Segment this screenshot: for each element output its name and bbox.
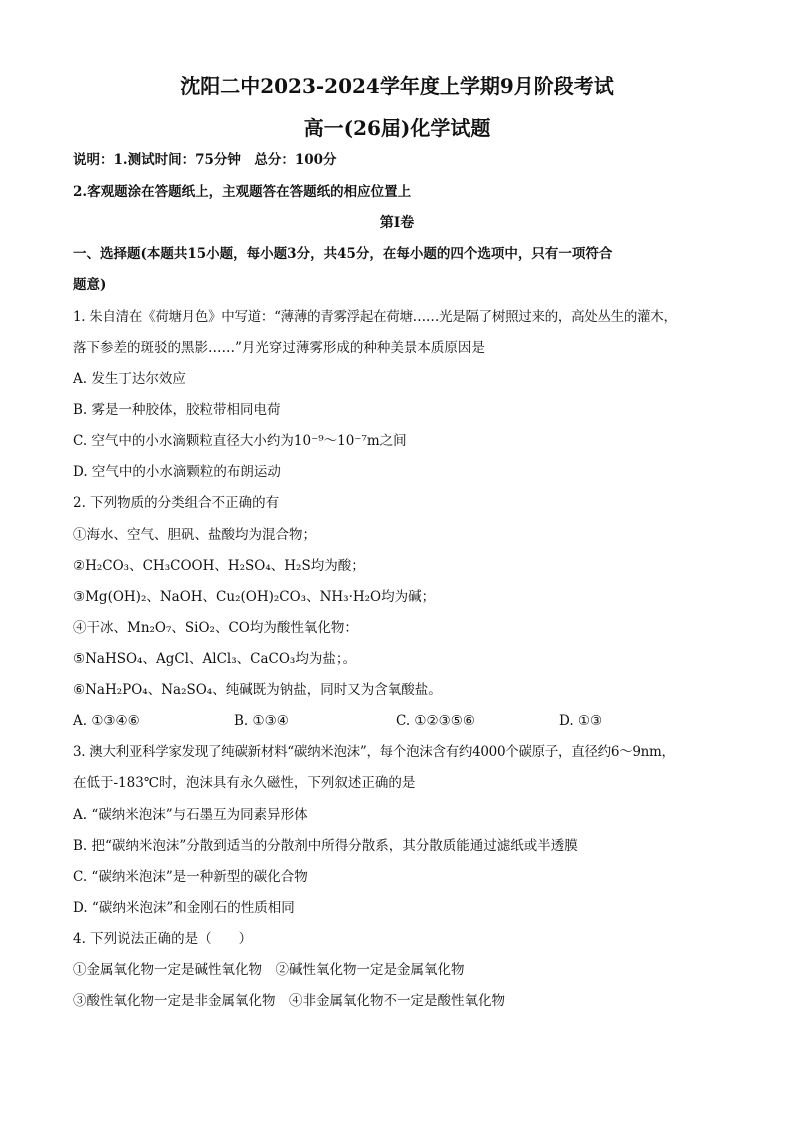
- exam-title: 沈阳二中2023-2024学年度上学期9月阶段考试: [180, 74, 614, 98]
- q4-line-1: ①金属氧化物一定是碱性氧化物 ②碱性氧化物一定是金属氧化物: [73, 962, 465, 978]
- q2-item-2: ②H₂CO₃、CH₃COOH、H₂SO₄、H₂S均为酸；: [73, 558, 365, 574]
- exam-subtitle: 高一(26届)化学试题: [303, 116, 491, 140]
- q2-item-4: ④干冰、Mn₂O₇、SiO₂、CO均为酸性氧化物：: [73, 620, 358, 636]
- note-line-2: 2.客观题涂在答题纸上，主观题答在答题纸的相应位置上: [73, 184, 412, 200]
- q3-option-a: A. “碳纳米泡沫”与石墨互为同素异形体: [73, 807, 308, 823]
- q1-stem-line-1: 1. 朱自清在《荷塘月色》中写道：“薄薄的青雾浮起在荷塘……光是隔了树照过来的，高处丛生的灌木，: [73, 309, 677, 325]
- section-heading-line-2: 题意): [73, 277, 107, 293]
- q2-option-b: B. ①③④: [234, 713, 289, 729]
- q1-option-c: C. 空气中的小水滴颗粒直径大小约为10⁻⁹～10⁻⁷m之间: [73, 433, 407, 449]
- q3-option-c: C. “碳纳米泡沫”是一种新型的碳化合物: [73, 869, 308, 885]
- q1-option-d: D. 空气中的小水滴颗粒的布朗运动: [73, 464, 281, 480]
- q2-stem: 2. 下列物质的分类组合不正确的有: [73, 495, 280, 511]
- q3-option-b: B. 把“碳纳米泡沫”分散到适当的分散剂中所得分散系，其分散质能通过滤纸或半透膜: [73, 838, 578, 854]
- q4-line-2: ③酸性氧化物一定是非金属氧化物 ④非金属氧化物不一定是酸性氧化物: [73, 993, 505, 1009]
- q1-option-b: B. 雾是一种胶体，胶粒带相同电荷: [73, 402, 281, 418]
- q2-option-c: C. ①②③⑤⑥: [396, 713, 475, 729]
- q3-stem-line-2: 在低于-183℃时，泡沫具有永久磁性，下列叙述正确的是: [73, 775, 416, 791]
- q1-stem-line-2: 落下参差的斑驳的黑影……”月光穿过薄雾形成的种种美景本质原因是: [73, 340, 485, 356]
- q2-option-d: D. ①③: [559, 713, 603, 729]
- q2-item-1: ①海水、空气、胆矾、盐酸均为混合物；: [73, 527, 316, 543]
- note-line-1: 说明：1.测试时间：75分钟 总分：100分: [73, 152, 337, 168]
- q4-stem: 4. 下列说法正确的是（ ）: [73, 931, 253, 947]
- q1-option-a: A. 发生丁达尔效应: [73, 371, 186, 387]
- section-heading-line-1: 一、选择题(本题共15小题，每小题3分，共45分，在每小题的四个选项中，只有一项符合: [73, 246, 613, 262]
- volume-label: 第Ⅰ卷: [379, 215, 415, 231]
- q3-option-d: D. “碳纳米泡沫”和金刚石的性质相同: [73, 900, 295, 916]
- q2-item-6: ⑥NaH₂PO₄、Na₂SO₄、纯碱既为钠盐，同时又为含氧酸盐。: [73, 682, 442, 698]
- q3-stem-line-1: 3. 澳大利亚科学家发现了纯碳新材料“碳纳米泡沫”，每个泡沫含有约4000个碳原子，直径约6～9nm，: [73, 744, 675, 760]
- q2-item-3: ③Mg(OH)₂、NaOH、Cu₂(OH)₂CO₃、NH₃·H₂O均为碱；: [73, 589, 436, 605]
- q2-item-5: ⑤NaHSO₄、AgCl、AlCl₃、CaCO₃均为盐；。: [73, 651, 357, 667]
- q2-option-a: A. ①③④⑥: [73, 713, 140, 729]
